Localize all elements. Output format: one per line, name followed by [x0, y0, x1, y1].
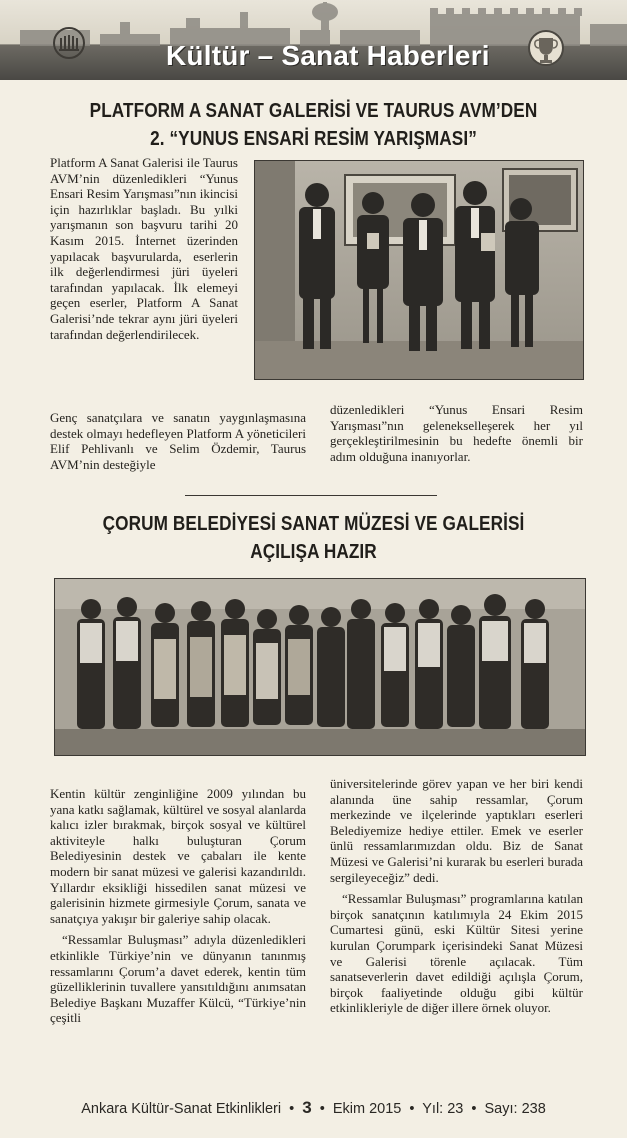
article1-column-bottom-left	[50, 410, 306, 478]
footer-month-year: Ekim 2015	[332, 1101, 402, 1117]
award-ceremony-photo	[254, 160, 584, 380]
article1-column-bottom-right	[330, 402, 583, 470]
article1-paragraph-2: Genç sanatçılara ve sanatın yaygınlaşmasına destek olmayı hedefleyen Platform A yöneticileri Elif Pehlivanlı ve Selim Özdemir, Taurus AVM’nin desteğiyle	[50, 410, 306, 472]
ankara-emblem-icon	[52, 26, 86, 60]
article2-paragraph-2: “Ressamlar Buluşması” adıyla düzenledikleri etkinlikle Türkiye’nin ve dünyanın tanınmış ressamlarını Çorum’a davet ederek, kentin tüm güzelliklerinin tuvallere yansıtıldığını anımsatan Belediye Başkanı Muzaffer Külcü, “Türkiye’nin çeşitli	[50, 932, 306, 1026]
article1-headline-line2: 2. “YUNUS ENSARİ RESİM YARIŞMASI”	[150, 128, 477, 150]
article2-column-1	[50, 786, 306, 1032]
article1-paragraph-3: düzenledikleri “Yunus Ensari Resim Yarışması”nın gelenekselleşerek her yıl gerçekleştirilmesinin bu hedefte önemli bir adım olduğuna inanıyorlar.	[330, 402, 583, 464]
article2-column-2	[330, 776, 583, 1022]
group-photo-artists	[54, 578, 586, 756]
article1-headline	[44, 97, 583, 153]
article2-paragraph-3: üniversitelerinde görev yapan ve her biri kendi alanında üne sahip ressamlar, Çorum merkezinde ve ilçelerinde yaptıkları eserleri Belediyemize hediye ettiler. Emek ve eserler ünlü ressamlarımızdan oldu. Biz de Sanat Müzesi ve Galerisi’ni kurarak bu eserleri burada sergileyeceğiz” dedi.	[330, 776, 583, 885]
article2-headline-line1: ÇORUM BELEDİYESİ SANAT MÜZESİ VE GALERİSİ	[102, 513, 525, 535]
trophy-award-icon	[526, 26, 566, 76]
article1-headline-line1: PLATFORM A SANAT GALERİSİ VE TAURUS AVM’DEN	[89, 100, 538, 122]
article1-column-top	[50, 155, 238, 348]
footer-issue-label: Sayı: 238	[484, 1101, 546, 1117]
page-footer: Ankara Kültür-Sanat Etkinlikleri • 3 • Ekim 2015 • Yıl: 23 • Sayı: 238	[81, 1098, 546, 1117]
article-divider	[185, 495, 437, 496]
footer-year-label: Yıl: 23	[422, 1101, 464, 1117]
article1-paragraph-1: Platform A Sanat Galerisi ile Taurus AVM’nin düzenledikleri “Yunus Ensari Resim Yarışması”nın ikincisi için hazırlıklar başladı. Bu yılki yarışmanın son başvuru tarihi 20 Kasım 2015. İnternet üzerinden yapılacak başvurularda, eserlerin ilk değerlendirmesi jüri üyeleri tarafından yapılacak. İlk elemeyi geçen eserler, Platform A Sanat Galerisi’nde tekrar aynı jüri üyeleri tarafından değerlendirilecek.	[50, 155, 238, 342]
footer-page-number: 3	[302, 1098, 312, 1117]
article2-headline	[44, 510, 583, 566]
article2-paragraph-1: Kentin kültür zenginliğine 2009 yılından bu yana katkı sağlamak, kültürel ve sosyal alanlarda kalıcı izler bırakmak, birçok sosyal ve kültürel aktiviteyle halkı buluşturan Çorum Belediyesinin destek ve çabaları ile kente modern bir sanat müzesi ve galerisi kazandırıldı. Yıllardır eksikliği hissedilen sanat müzesi ve galerisinin hizmete girmesiyle Çorum, sanata ve sanatçıya yakışır bir galeriye sahip olacak.	[50, 786, 306, 926]
header-banner	[0, 0, 627, 80]
article2-paragraph-4: “Ressamlar Buluşması” programlarına katılan birçok sanatçının katılımıyla 24 Ekim 2015 Cumartesi günü, eski Kültür Sitesi yerine kurulan Çorumpark içerisindeki Sanat Müzesi ve Galerisi törenle açılacak. Tüm sanatseverlerin davet edildiği açılışla Çorum, birçok faaliyetinde olduğu gibi kültür etkinlikleriyle de diğer illere örnek oluyor.	[330, 891, 583, 1016]
article2-headline-line2: AÇILIŞA HAZIR	[250, 541, 377, 563]
section-title: Kültür – Sanat Haberleri	[166, 40, 490, 71]
footer-publication: Ankara Kültür-Sanat Etkinlikleri	[81, 1101, 282, 1117]
